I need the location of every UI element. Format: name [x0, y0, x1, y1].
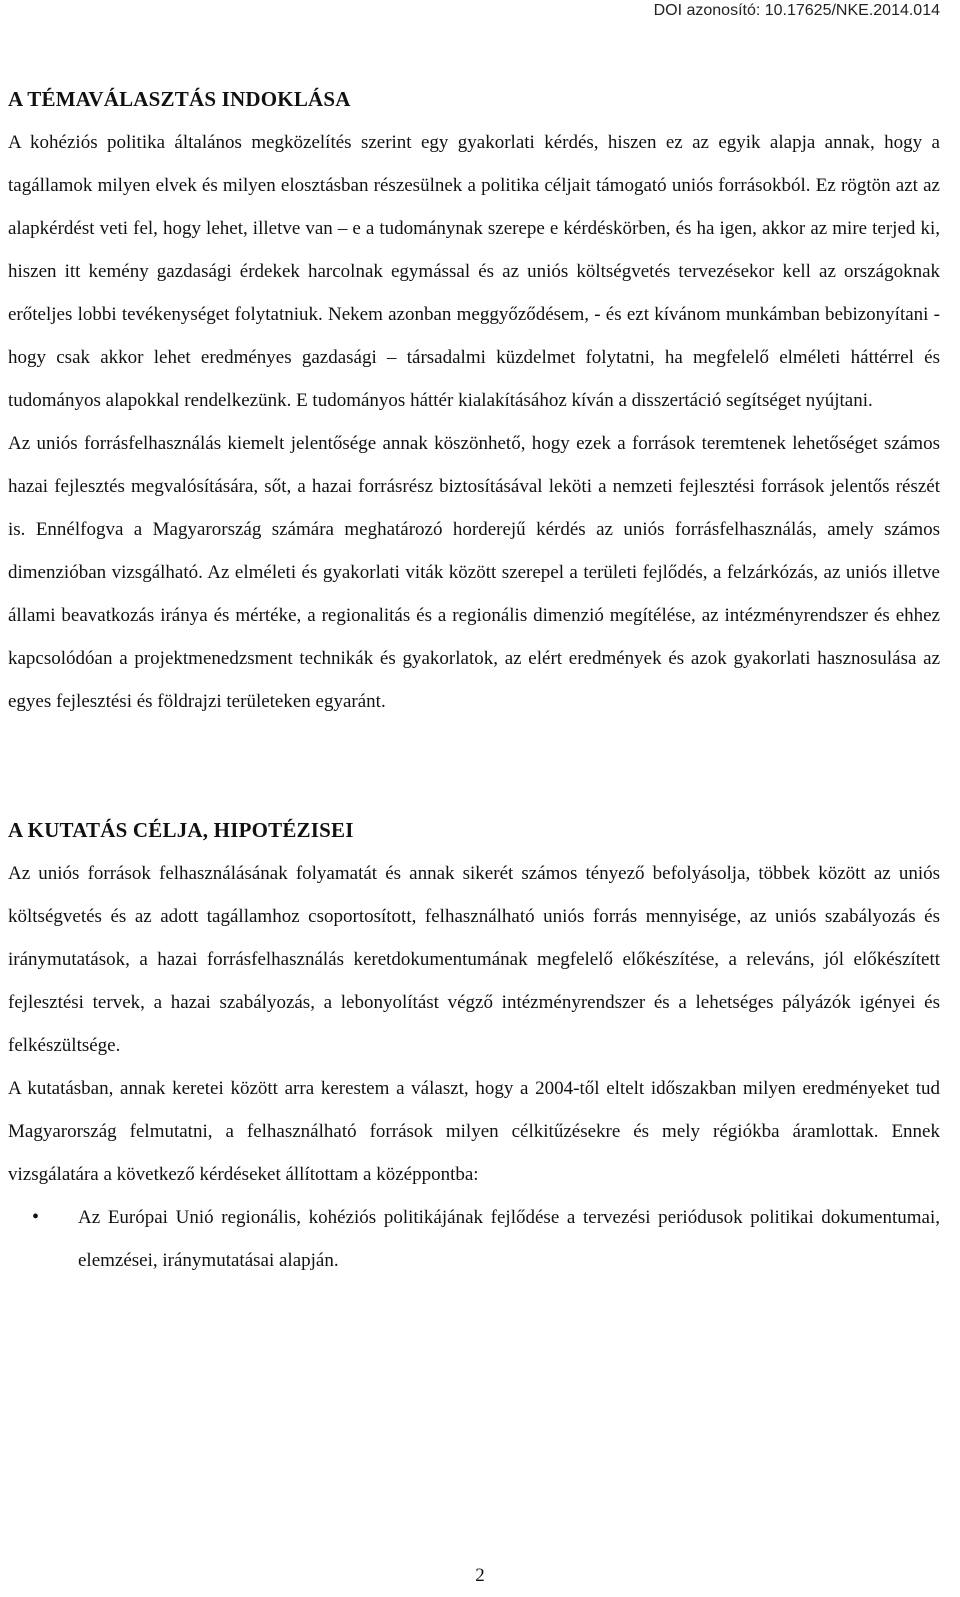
paragraph-research-2: A kutatásban, annak keretei között arra kerestem a választ, hogy a 2004-től eltelt időszakban milyen eredményeket tud Magyarország felmutatni, a felhasználható források milyen célkitűzésekre és mely régiókba áramlottak. Ennek vizsgálatára a következő kérdéseket állítottam a középpontba: — [8, 1078, 940, 1185]
list-item — [8, 1196, 940, 1282]
section-heading-topic-choice: A TÉMAVÁLASZTÁS INDOKLÁSA — [8, 87, 351, 111]
paragraph-topic-1: A kohéziós politika általános megközelítés szerint egy gyakorlati kérdés, hiszen ez az egyik alapja annak, hogy a tagállamok milyen elvek és milyen elosztásban részesülnek a politika céljait támogató uniós forrásokból. Ez rögtön azt az alapkérdést veti fel, hogy lehet, illetve van – e a tudománynak szerepe e kérdéskörben, és ha igen, akkor az mire terjed ki, hiszen itt kemény gazdasági érdekek harcolnak egymással és az uniós költségvetés tervezésekor kell az országoknak erőteljes lobbi tevékenységet folytatniuk. Nekem azonban meggyőződésem, - és ezt kívánom munkámban bebizonyítani - hogy csak akkor lehet eredményes gazdasági – társadalmi küzdelmet folytatni, ha megfelelő elméleti háttérrel és tudományos alapokkal rendelkezünk. E tudományos háttér kialakításához kíván a disszertáció segítséget nyújtani. — [8, 132, 940, 411]
page-number: 2 — [475, 1565, 485, 1586]
bullet-icon: • — [32, 1206, 40, 1228]
document-body — [8, 78, 940, 1282]
section-spacer — [8, 723, 940, 809]
paragraph-topic-2: Az uniós forrásfelhasználás kiemelt jelentősége annak köszönhető, hogy ezek a források teremtenek lehetőséget számos hazai fejlesztés megvalósítására, sőt, a hazai forrásrész biztosításával leköti a nemzeti fejlesztési források jelentős részét is. Ennélfogva a Magyarország számára meghatározó horderejű kérdés az uniós forrásfelhasználás, amely számos dimenzióban vizsgálható. Az elméleti és gyakorlati viták között szerepel a területi fejlődés, a felzárkózás, az uniós illetve állami beavatkozás iránya és mértéke, a regionalitás és a regionális dimenzió megítélése, az intézményrendszer és ehhez kapcsolódóan a projektmenedzsment technikák és gyakorlatok, az elért eredmények és azok gyakorlati hasznosulása az egyes fejlesztési és földrajzi területeken egyaránt. — [8, 433, 940, 712]
section-heading-research-goal: A KUTATÁS CÉLJA, HIPOTÉZISEI — [8, 818, 354, 842]
doi-header: DOI azonosító: 10.17625/NKE.2014.014 — [653, 2, 940, 19]
paragraph-research-1: Az uniós források felhasználásának folyamatát és annak sikerét számos tényező befolyásolja, többek között az uniós költségvetés és az adott tagállamhoz csoportosított, felhasználható uniós forrás mennyisége, az uniós szabályozás és iránymutatások, a hazai forrásfelhasználás keretdokumentumának megfelelő előkészítése, a releváns, jól előkészített fejlesztési tervek, a hazai szabályozás, a lebonyolítást végző intézményrendszer és a lehetséges pályázók igényei és felkészültsége. — [8, 863, 940, 1056]
list-item-text: Az Európai Unió regionális, kohéziós politikájának fejlődése a tervezési periódusok politikai dokumentumai, elemzései, iránymutatásai alapján. — [78, 1207, 940, 1271]
research-question-list — [8, 1196, 940, 1282]
